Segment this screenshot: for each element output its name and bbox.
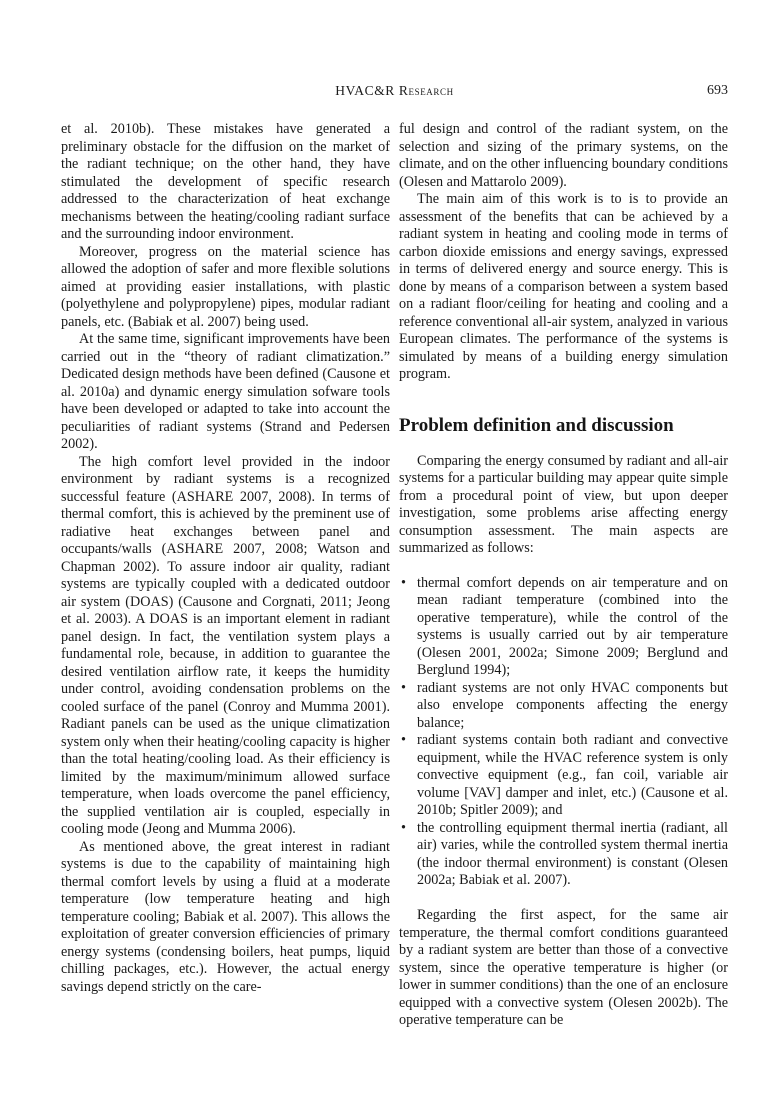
paragraph: As mentioned above, the great interest in radiant systems is due to the capability of maintaining high thermal comfort levels by using a fluid at a moderate temperature (low temperature heating and high temperature cooling; Babiak et al. 2007). This allows the exploitation of greater conversion efficiencies of primary energy systems (condensing boilers, heat pumps, liquid chilling packages, etc.). However, the actual energy savings depend strictly on the care- (61, 838, 390, 995)
bullet-text: radiant systems are not only HVAC components but also envelope components affecting the energy balance; (417, 679, 728, 731)
text-columns (61, 121, 728, 1030)
bullet-icon: • (401, 679, 406, 696)
page-header (61, 83, 728, 99)
paragraph: The high comfort level provided in the indoor environment by radiant systems is a recognized successful feature (ASHARE 2007, 2008). In terms of thermal comfort, this is achieved by the preminent use of radiative heat exchanges between panel and occupants/walls (ASHARE 2007, 2008; Watson and Chapman 2002). To assure indoor air quality, radiant systems are typically coupled with a dedicated outdoor air system (DOAS) (Causone and Corgnati, 2011; Jeong et al. 2003). A DOAS is an important element in radiant panel design. In fact, the ventilation system plays a fundamental role, because, in addition to guarantee the desired ventilation airflow rate, it keeps the humidity under control, avoiding condensation problems on the cooled surface of the panel (Conroy and Mumma 2001). Radiant panels can be used as the unique climatization system only when their heating/cooling capacity is higher than the total heating/cooling load. As their efficiency is limited by the maximum/minimum allowed surface temperature, when loads overcome the panel efficiency, the supplied ventilation air is coupled, especially in cooling mode (Jeong and Mumma 2006). (61, 453, 390, 837)
paragraph: ful design and control of the radiant system, on the selection and sizing of the primary systems, on the climate, and on the other influencing boundary conditions (Olesen and Mattarolo 2009). (399, 121, 728, 190)
right-column (399, 121, 728, 1030)
bullet-item (401, 680, 728, 733)
paragraph: Regarding the first aspect, for the same air temperature, the thermal comfort conditions guaranteed by a radiant system are better than those of a convective system, since the operative temperature is higher (or lower in summer conditions) than the one of an enclosure equipped with a convective system (Olesen 2002b). The operative temperature can be (399, 907, 728, 1028)
paragraph: At the same time, significant improvements have been carried out in the “theory of radiant climatization.” Dedicated design methods have been defined (Causone et al. 2010a) and dynamic energy simulation sofware tools have been developed or adapted to take into account the peculiarities of radiant systems (Strand and Pedersen 2002). (61, 331, 390, 452)
page-number: 693 (707, 83, 728, 98)
paragraph: The main aim of this work is to is to provide an assessment of the benefits that can be achieved by a radiant system in heating and cooling mode in terms of carbon dioxide emissions and energy savings, expressed in terms of delivered energy and source energy. This is done by means of a comparison between a system based on a radiant floor/ceiling for heating and cooling and a reference conventional all-air system, analyzed in various European climates. The performance of the systems is simulated by means of a building energy simulation program. (399, 191, 728, 382)
bullet-item (401, 820, 728, 890)
bullet-list (399, 575, 728, 890)
bullet-icon: • (401, 732, 406, 748)
section-heading: Problem definition and discussion (399, 414, 674, 436)
bullet-icon: • (401, 574, 406, 591)
left-column (61, 121, 390, 1030)
bullet-item (401, 732, 728, 820)
bullet-text: the controlling equipment thermal inertia (radiant, all air) varies, while the controlled system thermal inertia (the indoor thermal environment) is constant (Olesen 2002a; Babiak et al. 2007). (417, 819, 728, 888)
paragraph: Comparing the energy consumed by radiant and all-air systems for a particular building may appear quite simple from a procedural point of view, but upon deeper investigation, some problems arise affecting energy consumption assessment. The main aspects are summarized as follows: (399, 452, 728, 556)
bullet-text: radiant systems contain both radiant and convective equipment, while the HVAC reference system is only convective equipment (e.g., fan coil, variable air volume [VAV] damper and inlet, etc.) (Causone et al. 2010b; Spitler 2009); and (417, 732, 728, 818)
journal-title: HVAC&R Research (335, 83, 454, 98)
paragraph: et al. 2010b). These mistakes have generated a preliminary obstacle for the diffusion on the market of the radiant technique; on the other hand, they have stimulated the development of specific research addressed to the characterization of heat exchange mechanisms between the heating/cooling radiant surface and the surrounding indoor environment. (61, 121, 390, 242)
bullet-icon: • (401, 819, 406, 836)
bullet-item (401, 575, 728, 680)
bullet-text: thermal comfort depends on air temperature and on mean radiant temperature (combined into the operative temperature), while the control of the systems is usually carried out by air temperature (Olesen 2001, 2002a; Simone 2009; Berglund and Berglund 1994); (417, 574, 728, 678)
paragraph: Moreover, progress on the material science has allowed the adoption of safer and more flexible solutions aimed at providing easier installations, with plastic (polyethylene and polypropylene) pipes, modular radiant panels, etc. (Babiak et al. 2007) being used. (61, 243, 390, 330)
